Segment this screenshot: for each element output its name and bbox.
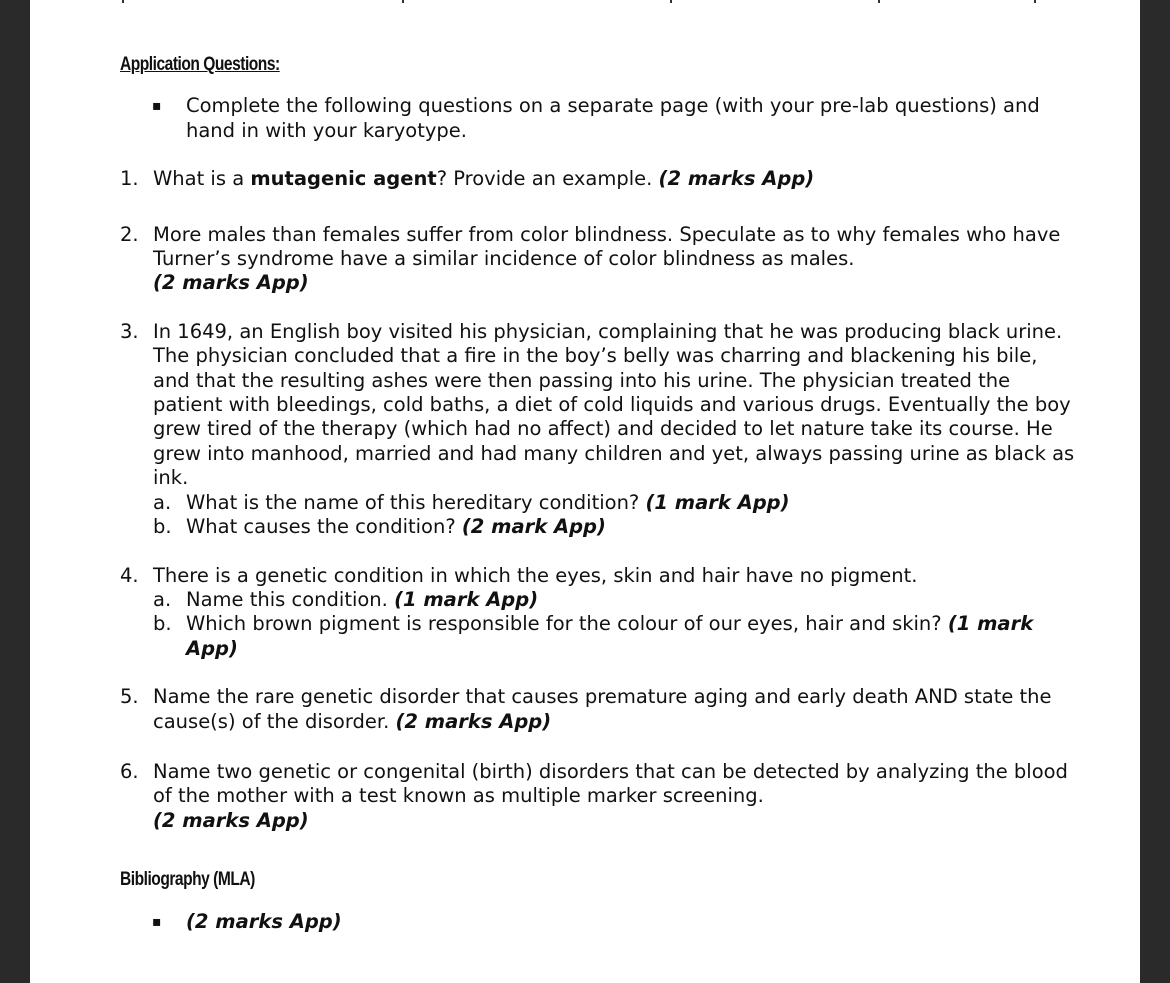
question-2 bbox=[120, 223, 1080, 296]
sub-question-4b bbox=[120, 612, 1080, 661]
marks-label: (1 mark App) bbox=[645, 490, 790, 514]
square-bullet-icon: ▪ bbox=[152, 913, 162, 930]
bibliography-heading: Bibliography (MLA) bbox=[120, 869, 255, 891]
question-5 bbox=[120, 685, 1080, 734]
question-text: ? Provide an example. bbox=[436, 167, 659, 191]
sub-question-text: Which brown pigment is responsible for the colour of our eyes, hair and skin? bbox=[186, 612, 948, 636]
square-bullet-icon: ▪ bbox=[152, 98, 162, 115]
question-number: 2. bbox=[120, 222, 139, 246]
marks-label: (2 marks App) bbox=[658, 167, 815, 191]
document-page bbox=[30, 0, 1140, 983]
sub-question-list bbox=[153, 491, 1080, 540]
bibliography-section bbox=[120, 867, 1080, 934]
question-number: 4. bbox=[120, 563, 139, 587]
intro-bullet-text: Complete the following questions on a separate page (with your pre-lab questions) and hand in with your karyotype. bbox=[186, 94, 1040, 142]
sub-question-letter: a. bbox=[153, 587, 172, 611]
question-number: 5. bbox=[120, 685, 139, 709]
sub-question-letter: a. bbox=[153, 490, 172, 514]
question-list bbox=[120, 167, 1080, 833]
sub-question-3b bbox=[120, 515, 1080, 539]
question-text: Name two genetic or congenital (birth) disorders that can be detected by analyzing the blood of the mother with a test known as multiple marker screening. bbox=[153, 759, 1068, 808]
marks-label: (2 marks App) bbox=[153, 808, 309, 832]
sub-question-text: Name this condition. bbox=[186, 587, 395, 611]
sub-question-4a bbox=[120, 588, 1080, 612]
intro-bullet bbox=[120, 94, 1080, 143]
marks-label: (2 marks App) bbox=[186, 909, 342, 933]
sub-question-letter: b. bbox=[153, 515, 172, 539]
question-1 bbox=[120, 167, 1080, 191]
question-text: What is a bbox=[153, 167, 251, 191]
bibliography-bullet bbox=[120, 910, 1080, 934]
question-text: More males than females suffer from color blindness. Speculate as to why females who have Turner’s syndrome have a similar incidence of color blindness as males. bbox=[153, 222, 1061, 271]
question-text: There is a genetic condition in which the eyes, skin and hair have no pigment. bbox=[153, 563, 918, 587]
marks-label: (1 mark App) bbox=[394, 587, 539, 611]
question-4 bbox=[120, 564, 1080, 662]
marks-label: (1 mark App) bbox=[186, 612, 1034, 660]
question-text: In 1649, an English boy visited his physician, complaining that he was producing black urine. The physician concluded that a fire in the boy’s belly was charring and blackening his bile, and that the resulting ashes were then passing into his urine. The physician treated the patient with bleedings, cold baths, a diet of cold liquids and various drugs. Eventually the boy grew tired of the therapy (which had no affect) and decided to let nature take its course. He grew into manhood, married and had many children and yet, always passing urine as black as ink. bbox=[153, 319, 1075, 490]
question-keyword: mutagenic agent bbox=[250, 167, 437, 191]
question-text: Name the rare genetic disorder that causes premature aging and early death AND state the cause(s) of the disorder. bbox=[153, 685, 1052, 733]
question-3 bbox=[120, 320, 1080, 540]
sub-question-text: What causes the condition? bbox=[186, 515, 462, 539]
marks-label: (2 marks App) bbox=[395, 709, 552, 733]
question-6 bbox=[120, 760, 1080, 833]
sub-question-text: What is the name of this hereditary condition? bbox=[186, 490, 646, 514]
question-number: 1. bbox=[120, 167, 139, 191]
marks-label: (2 marks App) bbox=[153, 271, 309, 295]
sub-question-list bbox=[153, 588, 1080, 661]
cut-off-text-line bbox=[30, 0, 1140, 3]
document-content bbox=[120, 52, 1080, 934]
sub-question-letter: b. bbox=[153, 612, 172, 636]
marks-label: (2 mark App) bbox=[461, 515, 606, 539]
question-number: 3. bbox=[120, 319, 139, 343]
sub-question-3a bbox=[120, 491, 1080, 515]
question-number: 6. bbox=[120, 759, 139, 783]
application-questions-heading: Application Questions: bbox=[120, 54, 280, 75]
